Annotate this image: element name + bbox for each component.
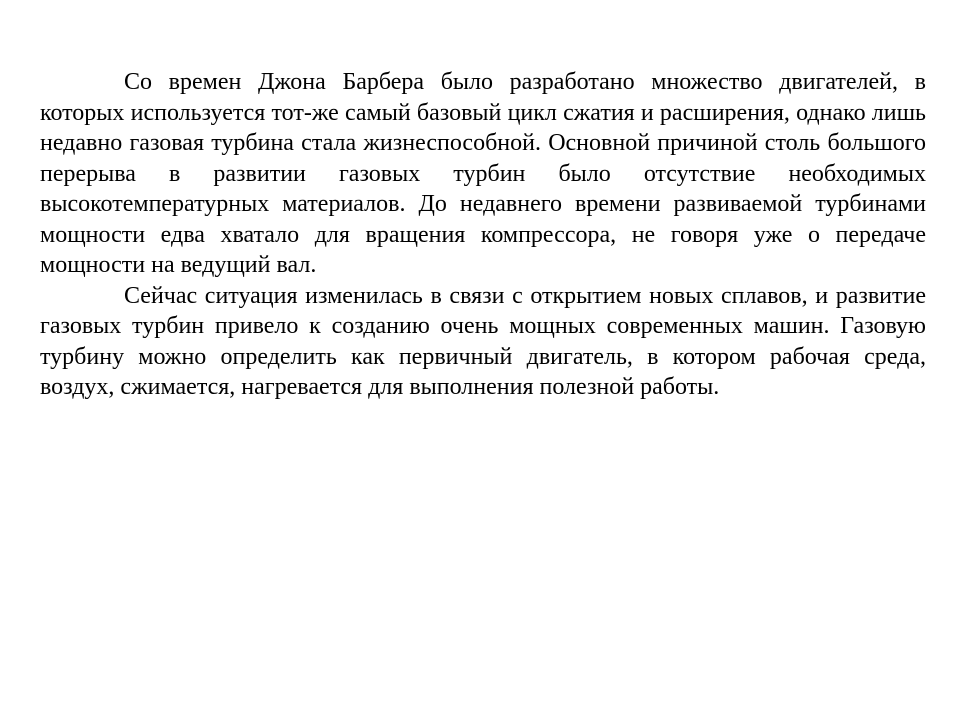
body-text (40, 67, 926, 403)
paragraph-1: Со времен Джона Барбера было разработано множество двигателей, в которых используется тот-же самый базовый цикл сжатия и расширения, однако лишь недавно газовая турбина стала жизнеспособной. Основной причиной столь большого перерыва в развитии газовых турбин было отсутствие необходимых высокотемпературных материалов. До недавнего времени развиваемой турбинами мощности едва хватало для вращения компрессора, не говоря уже о передаче мощности на ведущий вал. (40, 69, 926, 278)
paragraph-2: Сейчас ситуация изменилась в связи с открытием новых сплавов, и развитие газовых турбин привело к созданию очень мощных современных машин. Газовую турбину можно определить как первичный двигатель, в котором рабочая среда, воздух, сжимается, нагревается для выполнения полезной работы. (40, 282, 926, 400)
